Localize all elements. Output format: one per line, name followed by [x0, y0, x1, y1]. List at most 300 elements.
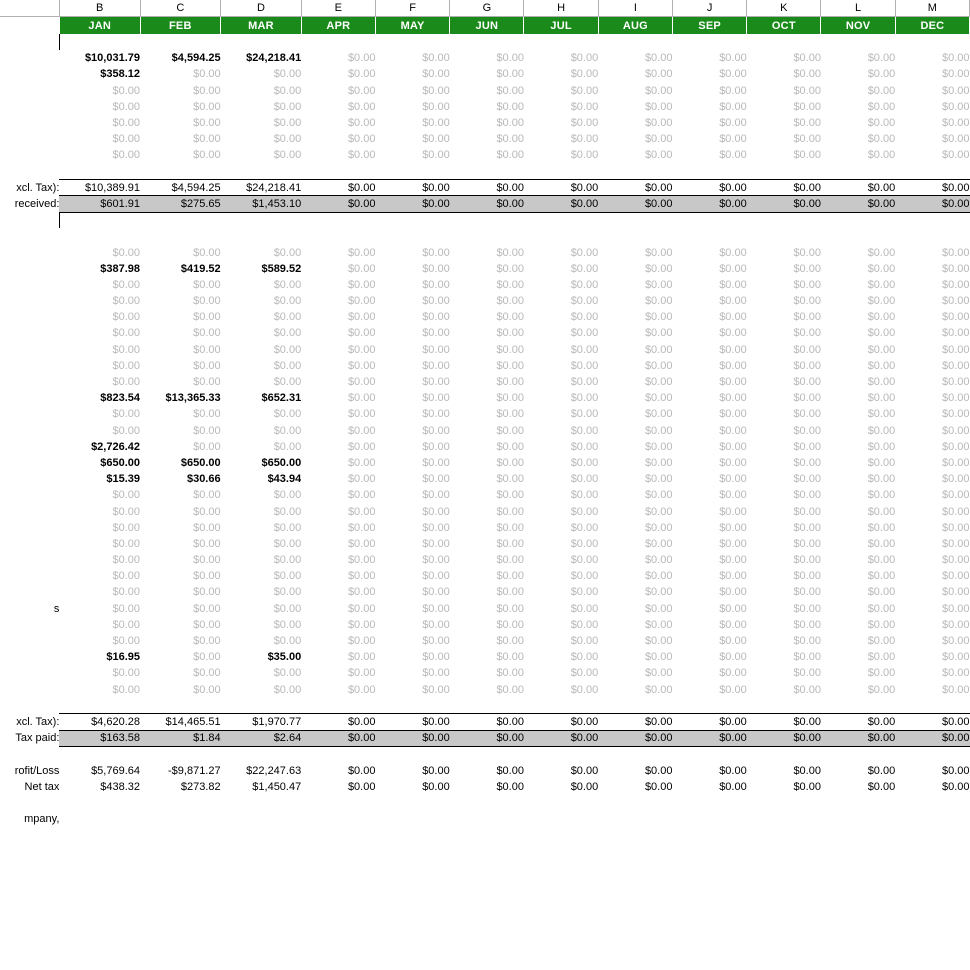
grid-cell[interactable]: [59, 34, 140, 50]
grid-cell[interactable]: [747, 228, 821, 244]
table-row[interactable]: [0, 649, 970, 665]
grid-cell[interactable]: $0.00: [867, 278, 896, 291]
grid-cell[interactable]: [301, 34, 375, 50]
grid-cell[interactable]: $0.00: [301, 714, 375, 730]
grid-cell[interactable]: [524, 164, 598, 180]
grid-cell[interactable]: $0.00: [496, 343, 524, 356]
grid-cell[interactable]: $0.00: [422, 343, 450, 356]
grid-cell[interactable]: $0.00: [422, 764, 450, 777]
grid-cell[interactable]: $0.00: [273, 424, 302, 437]
grid-cell[interactable]: $0.00: [422, 440, 450, 453]
grid-cell[interactable]: $0.00: [347, 602, 376, 615]
grid-cell[interactable]: [598, 34, 672, 50]
grid-cell[interactable]: $0.00: [496, 100, 524, 113]
grid-cell[interactable]: [450, 212, 524, 228]
grid-cell[interactable]: $0.00: [273, 554, 302, 567]
grid-cell[interactable]: $0.00: [598, 180, 672, 196]
grid-cell[interactable]: $0.00: [867, 780, 896, 793]
grid-cell[interactable]: $0.00: [719, 278, 747, 291]
grid-cell[interactable]: $0.00: [347, 780, 376, 793]
grid-cell[interactable]: $0.00: [719, 52, 747, 65]
column-header-j[interactable]: J: [672, 0, 746, 17]
grid-cell[interactable]: $0.00: [347, 635, 376, 648]
grid-cell[interactable]: $823.54: [100, 392, 140, 405]
grid-cell[interactable]: [895, 698, 969, 714]
grid-cell[interactable]: [821, 795, 895, 811]
grid-cell[interactable]: $0.00: [941, 52, 970, 65]
grid-cell[interactable]: $0.00: [422, 667, 450, 680]
grid-cell[interactable]: $0.00: [524, 714, 598, 730]
grid-cell[interactable]: $0.00: [273, 117, 302, 130]
grid-cell[interactable]: $0.00: [895, 196, 969, 212]
grid-cell[interactable]: [450, 698, 524, 714]
grid-cell[interactable]: $0.00: [719, 343, 747, 356]
grid-cell[interactable]: $0.00: [496, 117, 524, 130]
grid-cell[interactable]: $0.00: [273, 440, 302, 453]
grid-cell[interactable]: $0.00: [719, 392, 747, 405]
grid-cell[interactable]: $0.00: [347, 651, 376, 664]
table-row[interactable]: [0, 714, 970, 730]
grid-cell[interactable]: $0.00: [719, 295, 747, 308]
grid-cell[interactable]: $0.00: [112, 570, 140, 583]
grid-cell[interactable]: $0.00: [644, 780, 673, 793]
grid-cell[interactable]: $4,620.28: [59, 714, 140, 730]
grid-cell[interactable]: $0.00: [941, 295, 970, 308]
grid-cell[interactable]: $0.00: [112, 667, 140, 680]
table-row[interactable]: [0, 423, 970, 439]
grid-cell[interactable]: $0.00: [644, 586, 673, 599]
grid-cell[interactable]: $0.00: [347, 408, 376, 421]
column-header-d[interactable]: D: [221, 0, 302, 17]
grid-cell[interactable]: [301, 698, 375, 714]
grid-cell[interactable]: [821, 827, 895, 843]
grid-cell[interactable]: [301, 827, 375, 843]
grid-cell[interactable]: [672, 827, 746, 843]
grid-cell[interactable]: $0.00: [496, 440, 524, 453]
table-row[interactable]: [0, 520, 970, 536]
grid-cell[interactable]: $30.66: [186, 473, 221, 486]
grid-cell[interactable]: $0.00: [422, 68, 450, 81]
grid-cell[interactable]: $0.00: [793, 278, 821, 291]
grid-cell[interactable]: [524, 228, 598, 244]
grid-cell[interactable]: $0.00: [112, 133, 140, 146]
grid-cell[interactable]: $0.00: [524, 180, 598, 196]
grid-cell[interactable]: $0.00: [644, 262, 673, 275]
grid-cell[interactable]: $0.00: [644, 554, 673, 567]
grid-cell[interactable]: $0.00: [793, 84, 821, 97]
table-row[interactable]: [0, 601, 970, 617]
grid-cell[interactable]: [524, 698, 598, 714]
grid-cell[interactable]: [672, 811, 746, 827]
grid-cell[interactable]: $0.00: [112, 424, 140, 437]
grid-cell[interactable]: [450, 811, 524, 827]
grid-cell[interactable]: $0.00: [672, 196, 746, 212]
grid-cell[interactable]: [524, 212, 598, 228]
grid-cell[interactable]: [140, 795, 221, 811]
grid-cell[interactable]: $0.00: [793, 489, 821, 502]
grid-cell[interactable]: $0.00: [941, 683, 970, 696]
grid-cell[interactable]: $0.00: [193, 537, 221, 550]
column-header-k[interactable]: K: [747, 0, 821, 17]
grid-cell[interactable]: $0.00: [644, 117, 673, 130]
grid-cell[interactable]: $0.00: [347, 537, 376, 550]
grid-cell[interactable]: $0.00: [347, 311, 376, 324]
grid-cell[interactable]: $0.00: [793, 327, 821, 340]
grid-cell[interactable]: $0.00: [793, 554, 821, 567]
grid-cell[interactable]: $0.00: [347, 295, 376, 308]
grid-cell[interactable]: $0.00: [793, 262, 821, 275]
grid-cell[interactable]: $0.00: [719, 505, 747, 518]
grid-cell[interactable]: $0.00: [644, 133, 673, 146]
table-row[interactable]: [0, 390, 970, 406]
grid-cell[interactable]: $0.00: [570, 359, 599, 372]
grid-cell[interactable]: $0.00: [644, 683, 673, 696]
grid-cell[interactable]: $0.00: [450, 714, 524, 730]
grid-cell[interactable]: $0.00: [793, 100, 821, 113]
grid-cell[interactable]: $14,465.51: [140, 714, 221, 730]
table-row[interactable]: [0, 633, 970, 649]
grid-cell[interactable]: $0.00: [193, 554, 221, 567]
grid-cell[interactable]: $0.00: [347, 149, 376, 162]
grid-cell[interactable]: $0.00: [273, 570, 302, 583]
grid-cell[interactable]: [598, 228, 672, 244]
grid-cell[interactable]: [375, 212, 449, 228]
grid-cell[interactable]: [375, 827, 449, 843]
grid-cell[interactable]: [524, 34, 598, 50]
grid-cell[interactable]: $0.00: [793, 424, 821, 437]
grid-cell[interactable]: [821, 698, 895, 714]
grid-cell[interactable]: $0.00: [570, 456, 599, 469]
grid-cell[interactable]: [895, 827, 969, 843]
grid-cell[interactable]: $0.00: [570, 424, 599, 437]
grid-cell[interactable]: [221, 698, 302, 714]
table-row[interactable]: [0, 66, 970, 82]
table-row[interactable]: [0, 374, 970, 390]
grid-cell[interactable]: $0.00: [496, 764, 524, 777]
grid-cell[interactable]: [672, 228, 746, 244]
grid-cell[interactable]: $0.00: [496, 683, 524, 696]
grid-cell[interactable]: $650.00: [261, 456, 302, 469]
grid-cell[interactable]: $0.00: [719, 537, 747, 550]
grid-cell[interactable]: $0.00: [496, 246, 524, 259]
grid-cell[interactable]: [524, 811, 598, 827]
grid-cell[interactable]: [301, 212, 375, 228]
grid-cell[interactable]: $0.00: [867, 295, 896, 308]
grid-cell[interactable]: $0.00: [941, 618, 970, 631]
grid-cell[interactable]: $0.00: [273, 505, 302, 518]
grid-cell[interactable]: $0.00: [422, 278, 450, 291]
grid-cell[interactable]: [895, 164, 969, 180]
grid-cell[interactable]: $0.00: [941, 570, 970, 583]
grid-cell[interactable]: [672, 164, 746, 180]
grid-cell[interactable]: $0.00: [496, 295, 524, 308]
grid-cell[interactable]: $0.00: [273, 278, 302, 291]
grid-cell[interactable]: [301, 228, 375, 244]
grid-cell[interactable]: $0.00: [193, 100, 221, 113]
grid-cell[interactable]: $0.00: [193, 84, 221, 97]
grid-cell[interactable]: $0.00: [347, 570, 376, 583]
grid-cell[interactable]: $0.00: [793, 667, 821, 680]
grid-cell[interactable]: $0.00: [347, 376, 376, 389]
grid-cell[interactable]: $0.00: [941, 376, 970, 389]
grid-cell[interactable]: $0.00: [867, 84, 896, 97]
grid-cell[interactable]: $0.00: [193, 570, 221, 583]
grid-cell[interactable]: [895, 34, 969, 50]
grid-cell[interactable]: [598, 827, 672, 843]
grid-cell[interactable]: $0.00: [895, 180, 969, 196]
grid-cell[interactable]: $0.00: [867, 392, 896, 405]
grid-cell[interactable]: $0.00: [672, 714, 746, 730]
grid-cell[interactable]: $0.00: [450, 730, 524, 746]
grid-cell[interactable]: $0.00: [422, 359, 450, 372]
grid-cell[interactable]: [598, 164, 672, 180]
grid-cell[interactable]: $0.00: [570, 117, 599, 130]
grid-cell[interactable]: [301, 164, 375, 180]
column-header-i[interactable]: I: [598, 0, 672, 17]
grid-cell[interactable]: $0.00: [193, 424, 221, 437]
grid-cell[interactable]: $0.00: [793, 651, 821, 664]
grid-cell[interactable]: [450, 827, 524, 843]
grid-cell[interactable]: $0.00: [941, 667, 970, 680]
grid-cell[interactable]: $0.00: [719, 68, 747, 81]
grid-cell[interactable]: $0.00: [570, 554, 599, 567]
grid-cell[interactable]: $0.00: [347, 683, 376, 696]
grid-cell[interactable]: $419.52: [180, 262, 221, 275]
grid-cell[interactable]: $0.00: [570, 505, 599, 518]
grid-cell[interactable]: $0.00: [273, 667, 302, 680]
grid-cell[interactable]: $0.00: [347, 667, 376, 680]
grid-cell[interactable]: $0.00: [793, 408, 821, 421]
grid-cell[interactable]: $0.00: [821, 730, 895, 746]
table-row[interactable]: [0, 180, 970, 196]
grid-cell[interactable]: [895, 746, 969, 762]
grid-cell[interactable]: [598, 698, 672, 714]
grid-cell[interactable]: $0.00: [941, 68, 970, 81]
grid-cell[interactable]: $0.00: [719, 651, 747, 664]
grid-cell[interactable]: $0.00: [193, 149, 221, 162]
grid-cell[interactable]: $0.00: [644, 635, 673, 648]
grid-cell[interactable]: $10,389.91: [59, 180, 140, 196]
table-row[interactable]: [0, 131, 970, 147]
grid-cell[interactable]: $0.00: [273, 100, 302, 113]
grid-cell[interactable]: $0.00: [193, 117, 221, 130]
grid-cell[interactable]: $0.00: [347, 521, 376, 534]
grid-cell[interactable]: $0.00: [112, 311, 140, 324]
grid-cell[interactable]: $0.00: [347, 52, 376, 65]
grid-cell[interactable]: $0.00: [496, 586, 524, 599]
grid-cell[interactable]: $0.00: [193, 667, 221, 680]
grid-cell[interactable]: $0.00: [644, 440, 673, 453]
grid-cell[interactable]: $0.00: [821, 196, 895, 212]
grid-cell[interactable]: $0.00: [347, 117, 376, 130]
grid-cell[interactable]: $0.00: [570, 586, 599, 599]
grid-cell[interactable]: $0.00: [496, 602, 524, 615]
grid-cell[interactable]: $0.00: [422, 570, 450, 583]
table-row[interactable]: [0, 244, 970, 260]
grid-cell[interactable]: [375, 34, 449, 50]
grid-cell[interactable]: $0.00: [496, 424, 524, 437]
table-row[interactable]: [0, 325, 970, 341]
grid-cell[interactable]: $0.00: [793, 246, 821, 259]
grid-cell[interactable]: $0.00: [193, 651, 221, 664]
table-row[interactable]: [0, 115, 970, 131]
grid-cell[interactable]: $0.00: [422, 311, 450, 324]
grid-cell[interactable]: $0.00: [273, 311, 302, 324]
grid-cell[interactable]: [821, 228, 895, 244]
grid-cell[interactable]: [672, 212, 746, 228]
grid-cell[interactable]: [375, 228, 449, 244]
grid-cell[interactable]: $0.00: [193, 489, 221, 502]
grid-cell[interactable]: $0.00: [347, 100, 376, 113]
grid-cell[interactable]: $0.00: [895, 714, 969, 730]
table-row[interactable]: [0, 99, 970, 115]
grid-cell[interactable]: $0.00: [273, 133, 302, 146]
grid-cell[interactable]: $0.00: [867, 343, 896, 356]
grid-cell[interactable]: $0.00: [644, 295, 673, 308]
grid-cell[interactable]: $0.00: [273, 489, 302, 502]
grid-cell[interactable]: [59, 164, 140, 180]
grid-cell[interactable]: $0.00: [867, 376, 896, 389]
grid-cell[interactable]: $0.00: [570, 376, 599, 389]
grid-cell[interactable]: $0.00: [867, 764, 896, 777]
grid-cell[interactable]: $0.00: [112, 586, 140, 599]
table-row[interactable]: [0, 682, 970, 698]
grid-cell[interactable]: $0.00: [719, 84, 747, 97]
grid-cell[interactable]: $0.00: [273, 376, 302, 389]
grid-cell[interactable]: $0.00: [450, 180, 524, 196]
grid-cell[interactable]: $0.00: [273, 84, 302, 97]
grid-cell[interactable]: $0.00: [644, 52, 673, 65]
grid-cell[interactable]: -$9,871.27: [168, 764, 221, 777]
grid-body[interactable]: [0, 34, 970, 843]
grid-cell[interactable]: $0.00: [867, 133, 896, 146]
grid-cell[interactable]: $0.00: [422, 602, 450, 615]
grid-cell[interactable]: $0.00: [347, 392, 376, 405]
grid-cell[interactable]: $0.00: [422, 554, 450, 567]
grid-cell[interactable]: $0.00: [112, 343, 140, 356]
grid-cell[interactable]: $0.00: [793, 392, 821, 405]
grid-cell[interactable]: [747, 795, 821, 811]
grid-cell[interactable]: $0.00: [570, 651, 599, 664]
column-header-c[interactable]: C: [140, 0, 221, 17]
grid-cell[interactable]: $0.00: [941, 149, 970, 162]
grid-cell[interactable]: $0.00: [112, 521, 140, 534]
grid-cell[interactable]: $0.00: [112, 554, 140, 567]
grid-cell[interactable]: $650.00: [180, 456, 221, 469]
grid-cell[interactable]: $0.00: [422, 635, 450, 648]
grid-cell[interactable]: [375, 811, 449, 827]
grid-cell[interactable]: [747, 827, 821, 843]
grid-cell[interactable]: $0.00: [193, 343, 221, 356]
table-row[interactable]: [0, 277, 970, 293]
grid-cell[interactable]: $0.00: [112, 246, 140, 259]
grid-cell[interactable]: $0.00: [941, 133, 970, 146]
grid-cell[interactable]: $0.00: [112, 84, 140, 97]
table-row[interactable]: [0, 406, 970, 422]
grid-cell[interactable]: $0.00: [719, 635, 747, 648]
grid-cell[interactable]: $0.00: [644, 505, 673, 518]
grid-cell[interactable]: $652.31: [261, 392, 302, 405]
grid-cell[interactable]: $0.00: [941, 327, 970, 340]
grid-cell[interactable]: [221, 164, 302, 180]
grid-cell[interactable]: [524, 827, 598, 843]
table-row[interactable]: [0, 568, 970, 584]
grid-cell[interactable]: $0.00: [112, 683, 140, 696]
grid-cell[interactable]: $0.00: [193, 311, 221, 324]
grid-cell[interactable]: $0.00: [821, 180, 895, 196]
grid-cell[interactable]: $0.00: [496, 149, 524, 162]
grid-cell[interactable]: [895, 228, 969, 244]
grid-cell[interactable]: $0.00: [496, 392, 524, 405]
grid-cell[interactable]: $0.00: [496, 570, 524, 583]
grid-cell[interactable]: $0.00: [422, 133, 450, 146]
grid-cell[interactable]: $163.58: [59, 730, 140, 746]
grid-cell[interactable]: $0.00: [112, 618, 140, 631]
grid-cell[interactable]: $0.00: [193, 440, 221, 453]
grid-cell[interactable]: $0.00: [112, 408, 140, 421]
grid-cell[interactable]: $0.00: [941, 473, 970, 486]
grid-cell[interactable]: $0.00: [793, 149, 821, 162]
table-row[interactable]: [0, 293, 970, 309]
grid-cell[interactable]: $0.00: [273, 327, 302, 340]
grid-cell[interactable]: $0.00: [422, 392, 450, 405]
grid-cell[interactable]: $0.00: [422, 618, 450, 631]
grid-cell[interactable]: $0.00: [719, 327, 747, 340]
grid-cell[interactable]: $0.00: [422, 408, 450, 421]
grid-cell[interactable]: $0.00: [496, 68, 524, 81]
grid-cell[interactable]: $4,594.25: [171, 52, 221, 65]
grid-cell[interactable]: $0.00: [719, 554, 747, 567]
grid-cell[interactable]: $0.00: [496, 133, 524, 146]
grid-cell[interactable]: $0.00: [112, 359, 140, 372]
grid-cell[interactable]: [747, 164, 821, 180]
table-row[interactable]: [0, 795, 970, 811]
grid-cell[interactable]: $273.82: [180, 780, 221, 793]
grid-cell[interactable]: $0.00: [273, 295, 302, 308]
grid-cell[interactable]: $0.00: [719, 764, 747, 777]
grid-cell[interactable]: $0.00: [570, 408, 599, 421]
grid-cell[interactable]: $0.00: [793, 359, 821, 372]
grid-cell[interactable]: $0.00: [570, 246, 599, 259]
grid-cell[interactable]: $0.00: [941, 602, 970, 615]
grid-cell[interactable]: $0.00: [867, 262, 896, 275]
grid-cell[interactable]: $0.00: [672, 180, 746, 196]
grid-cell[interactable]: $0.00: [422, 52, 450, 65]
grid-cell[interactable]: [450, 228, 524, 244]
grid-cell[interactable]: $0.00: [273, 408, 302, 421]
grid-cell[interactable]: $0.00: [895, 730, 969, 746]
grid-cell[interactable]: $0.00: [422, 295, 450, 308]
grid-cell[interactable]: $0.00: [644, 570, 673, 583]
grid-cell[interactable]: [221, 795, 302, 811]
grid-cell[interactable]: $0.00: [422, 505, 450, 518]
grid-cell[interactable]: $0.00: [570, 764, 599, 777]
grid-cell[interactable]: [221, 746, 302, 762]
grid-cell[interactable]: $0.00: [112, 278, 140, 291]
grid-cell[interactable]: $0.00: [347, 327, 376, 340]
grid-cell[interactable]: [375, 164, 449, 180]
grid-cell[interactable]: [59, 795, 140, 811]
grid-cell[interactable]: $0.00: [496, 456, 524, 469]
grid-cell[interactable]: [821, 811, 895, 827]
grid-cell[interactable]: $0.00: [273, 683, 302, 696]
grid-cell[interactable]: $0.00: [719, 133, 747, 146]
table-row[interactable]: [0, 552, 970, 568]
column-header-l[interactable]: L: [821, 0, 895, 17]
grid-cell[interactable]: $0.00: [496, 311, 524, 324]
grid-cell[interactable]: $0.00: [570, 311, 599, 324]
grid-cell[interactable]: $0.00: [719, 780, 747, 793]
